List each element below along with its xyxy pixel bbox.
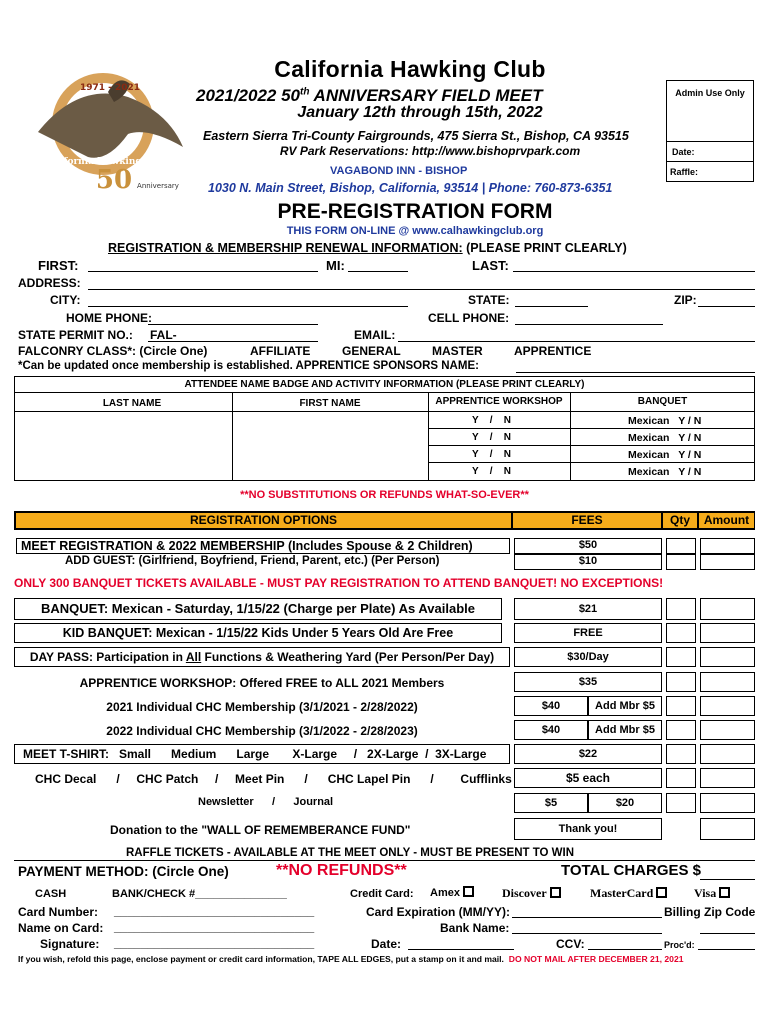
- class-general[interactable]: GENERAL: [342, 344, 401, 358]
- banquet-yn-3[interactable]: Mexican Y / N: [628, 449, 702, 461]
- club-title: California Hawking Club: [274, 56, 546, 82]
- card-mastercard[interactable]: MasterCard: [590, 886, 667, 901]
- opt-newsletter: Newsletter / Journal: [198, 796, 334, 808]
- reg-heading: REGISTRATION & MEMBERSHIP RENEWAL INFORMATION: (PLEASE PRINT CLEARLY): [108, 241, 627, 255]
- qty-kid-banquet[interactable]: [666, 623, 696, 643]
- state-label: STATE:: [468, 293, 510, 307]
- amount-tshirt[interactable]: [700, 744, 755, 764]
- mastercard-checkbox[interactable]: [656, 887, 667, 898]
- home-phone-label: HOME PHONE:: [66, 311, 153, 325]
- billing-zip-label: Billing Zip Code: [664, 905, 756, 919]
- opt-merch: CHC Decal / CHC Patch / Meet Pin / CHC Lapel Pin / Cufflinks: [35, 772, 512, 786]
- first-field[interactable]: [88, 271, 318, 272]
- fee-merch: $5 each: [514, 768, 662, 788]
- signature-label: Signature:: [40, 937, 100, 951]
- procd-field[interactable]: [698, 949, 755, 950]
- amount-banquet[interactable]: [700, 598, 755, 620]
- admin-date: Date:: [672, 147, 695, 157]
- mi-field[interactable]: [348, 271, 408, 272]
- col-first-name: FIRST NAME: [299, 398, 361, 409]
- first-label: FIRST:: [38, 258, 79, 273]
- permit-label: STATE PERMIT NO.:: [18, 328, 133, 342]
- state-field[interactable]: [515, 306, 588, 307]
- logo-name: California Hawking Club: [43, 157, 169, 167]
- opt-tshirt: MEET T-SHIRT: Small Medium Large X-Large / 2X-Large / 3X-Large: [14, 744, 510, 764]
- class-apprentice[interactable]: APPRENTICE: [514, 344, 592, 358]
- fee-banquet: $21: [514, 598, 662, 620]
- banquet-yn-4[interactable]: Mexican Y / N: [628, 466, 702, 478]
- billing-zip-field[interactable]: [700, 933, 755, 934]
- qty-chc-2021[interactable]: [666, 696, 696, 716]
- opt-guest: ADD GUEST: (Girlfriend, Boyfriend, Friend, Parent, etc.) (Per Person): [65, 555, 440, 567]
- fee-newsletter: $5: [514, 793, 588, 813]
- expiration-label: Card Expiration (MM/YY):: [366, 905, 511, 919]
- opt-workshop: APPRENTICE WORKSHOP: Offered FREE to ALL 2021 Members: [79, 676, 445, 690]
- workshop-yn-4[interactable]: Y / N: [472, 466, 511, 477]
- amount-newsletter[interactable]: [700, 793, 755, 813]
- qty-workshop[interactable]: [666, 672, 696, 692]
- falconry-label: FALCONRY CLASS*: (Circle One): [18, 344, 208, 358]
- qty-heading: Qty: [663, 513, 697, 528]
- city-label: CITY:: [50, 293, 81, 307]
- options-heading: REGISTRATION OPTIONS: [16, 513, 511, 528]
- hotel-address: 1030 N. Main Street, Bishop, California, 93514 | Phone: 760-873-6351: [208, 181, 613, 195]
- logo-50: 50: [95, 165, 133, 192]
- workshop-yn-3[interactable]: Y / N: [472, 449, 511, 460]
- opt-kid-banquet: KID BANQUET: Mexican - 1/15/22 Kids Under 5 Years Old Are Free: [14, 623, 502, 643]
- card-number-label: Card Number:: [18, 905, 99, 919]
- footer-note: If you wish, refold this page, enclose payment or credit card information, TAPE ALL EDGES, put a stamp on it and mail. DO NOT MAIL AFTER DECEMBER 21, 2021: [18, 954, 684, 964]
- card-discover[interactable]: Discover: [502, 886, 561, 901]
- email-field[interactable]: [398, 341, 755, 342]
- opt-day-pass: DAY PASS: Participation in All Functions & Weathering Yard (Per Person/Per Day): [14, 647, 510, 667]
- col-banquet: BANQUET: [637, 396, 688, 407]
- home-phone-field[interactable]: [148, 324, 318, 325]
- qty-guest[interactable]: [666, 554, 696, 570]
- raffle-notice: RAFFLE TICKETS - AVAILABLE AT THE MEET ONLY - MUST BE PRESENT TO WIN: [125, 847, 575, 859]
- procd-label: Proc'd:: [664, 940, 695, 950]
- fee-meet-reg: $50: [514, 538, 662, 554]
- bank-name-field[interactable]: [512, 933, 662, 934]
- date-label: Date:: [371, 937, 402, 951]
- amount-day-pass[interactable]: [700, 647, 755, 667]
- qty-tshirt[interactable]: [666, 744, 696, 764]
- fee-day-pass: $30/Day: [514, 647, 662, 667]
- fee-tshirt: $22: [514, 744, 662, 764]
- expiration-field[interactable]: [512, 917, 662, 918]
- amount-kid-banquet[interactable]: [700, 623, 755, 643]
- cell-phone-field[interactable]: [515, 324, 663, 325]
- amount-guest[interactable]: [700, 554, 755, 570]
- pay-cash[interactable]: CASH: [35, 888, 67, 900]
- attendee-heading: ATTENDEE NAME BADGE AND ACTIVITY INFORMATION (PLEASE PRINT CLEARLY): [184, 379, 585, 390]
- opt-meet-reg: MEET REGISTRATION & 2022 MEMBERSHIP (Includes Spouse & 2 Children): [16, 538, 510, 554]
- amount-workshop[interactable]: [700, 672, 755, 692]
- amount-chc-2022[interactable]: [700, 720, 755, 740]
- qty-merch[interactable]: [666, 768, 696, 788]
- date-field[interactable]: [408, 949, 514, 950]
- opt-banquet: BANQUET: Mexican - Saturday, 1/15/22 (Charge per Plate) As Available: [14, 598, 502, 620]
- no-refunds: **NO REFUNDS**: [276, 862, 407, 879]
- banquet-yn-2[interactable]: Mexican Y / N: [628, 432, 702, 444]
- logo-years: 1971 - 2021: [79, 83, 141, 93]
- hotel-name: VAGABOND INN - BISHOP: [330, 165, 468, 177]
- fee-chc-2022: $40: [514, 720, 588, 740]
- meet-dates: January 12th through 15th, 2022: [297, 104, 543, 121]
- opt-donation: Donation to the "WALL OF REMEMBERANCE FUND": [110, 823, 411, 837]
- col-last-name: LAST NAME: [102, 398, 162, 409]
- admin-raffle: Raffle:: [670, 167, 699, 177]
- qty-chc-2022[interactable]: [666, 720, 696, 740]
- qty-newsletter[interactable]: [666, 793, 696, 813]
- amex-checkbox[interactable]: [463, 886, 474, 897]
- rv-park[interactable]: RV Park Reservations: http://www.bishoprvpark.com: [279, 144, 581, 158]
- credit-card-label: Credit Card:: [350, 888, 414, 900]
- opt-chc-2021: 2021 Individual CHC Membership (3/1/2021 - 2/28/2022): [106, 700, 418, 714]
- no-substitutions: **NO SUBSTITUTIONS OR REFUNDS WHAT-SO-EVER**: [240, 489, 529, 501]
- name-on-card-label: Name on Card:: [18, 921, 104, 935]
- ccv-label: CCV:: [556, 937, 585, 951]
- meet-title: 2021/2022 50th ANNIVERSARY FIELD MEET: [196, 86, 543, 105]
- address-label: ADDRESS:: [18, 276, 81, 290]
- bank-name-label: Bank Name:: [440, 921, 510, 935]
- workshop-yn-1[interactable]: Y / N: [472, 415, 511, 426]
- qty-banquet[interactable]: [666, 598, 696, 620]
- card-number-field[interactable]: ______________________________: [114, 904, 315, 918]
- last-label: LAST:: [472, 258, 509, 273]
- qty-meet-reg[interactable]: [666, 538, 696, 554]
- permit-prefix: FAL-: [150, 328, 177, 342]
- amount-merch[interactable]: [700, 768, 755, 788]
- qty-day-pass[interactable]: [666, 647, 696, 667]
- fee-workshop: $35: [514, 672, 662, 692]
- online-link[interactable]: THIS FORM ON-LINE @ www.calhawkingclub.org: [286, 225, 544, 237]
- discover-checkbox[interactable]: [550, 887, 561, 898]
- opt-chc-2022: 2022 Individual CHC Membership (3/1/2022 - 2/28/2023): [106, 724, 418, 738]
- class-affiliate[interactable]: AFFILIATE: [250, 344, 311, 358]
- address-field[interactable]: [88, 289, 755, 290]
- sponsor-label: *Can be updated once membership is established. APPRENTICE SPONSORS NAME:: [18, 360, 479, 372]
- zip-label: ZIP:: [674, 293, 697, 307]
- workshop-yn-2[interactable]: Y / N: [472, 432, 511, 443]
- venue: Eastern Sierra Tri-County Fairgrounds, 475 Sierra St., Bishop, CA 93515: [203, 129, 629, 143]
- fee-chc-2021-add: Add Mbr $5: [588, 696, 662, 716]
- mi-label: MI:: [326, 258, 345, 273]
- col-workshop: APPRENTICE WORKSHOP: [435, 396, 563, 407]
- admin-title: Admin Use Only: [675, 88, 745, 98]
- city-field[interactable]: [88, 306, 408, 307]
- amount-meet-reg[interactable]: [700, 538, 755, 554]
- fee-guest: $10: [514, 554, 662, 570]
- visa-checkbox[interactable]: [719, 887, 730, 898]
- email-label: EMAIL:: [354, 328, 396, 342]
- payment-method: PAYMENT METHOD: (Circle One): [18, 864, 229, 879]
- club-logo: [18, 62, 193, 192]
- fee-donation: Thank you!: [514, 818, 662, 840]
- amount-heading: Amount: [699, 513, 754, 528]
- cell-phone-label: CELL PHONE:: [428, 311, 510, 325]
- sponsor-field[interactable]: [516, 372, 755, 373]
- last-field[interactable]: [513, 271, 755, 272]
- ccv-field[interactable]: [588, 949, 662, 950]
- card-amex[interactable]: Amex: [430, 886, 474, 899]
- name-on-card-field[interactable]: ______________________________: [114, 920, 315, 934]
- pay-bank-check[interactable]: BANK/CHECK #_______________: [112, 888, 287, 900]
- fee-journal: $20: [588, 793, 662, 813]
- class-master[interactable]: MASTER: [432, 344, 483, 358]
- zip-field[interactable]: [698, 306, 755, 307]
- amount-donation[interactable]: [700, 818, 755, 840]
- fee-chc-2022-add: Add Mbr $5: [588, 720, 662, 740]
- banquet-notice: ONLY 300 BANQUET TICKETS AVAILABLE - MUST PAY REGISTRATION TO ATTEND BANQUET! NO EXCEPTIONS!: [14, 576, 664, 590]
- fees-heading: FEES: [513, 513, 661, 528]
- banquet-yn-1[interactable]: Mexican Y / N: [628, 415, 702, 427]
- permit-field[interactable]: [148, 341, 318, 342]
- amount-chc-2021[interactable]: [700, 696, 755, 716]
- signature-field[interactable]: ______________________________: [114, 936, 315, 950]
- form-title: PRE-REGISTRATION FORM: [277, 200, 553, 223]
- fee-chc-2021: $40: [514, 696, 588, 716]
- total-charges: TOTAL CHARGES $: [561, 862, 702, 879]
- total-field[interactable]: [700, 879, 755, 880]
- card-visa[interactable]: Visa: [694, 886, 730, 901]
- fee-kid-banquet: FREE: [514, 623, 662, 643]
- logo-anniv: Anniversary: [137, 182, 179, 190]
